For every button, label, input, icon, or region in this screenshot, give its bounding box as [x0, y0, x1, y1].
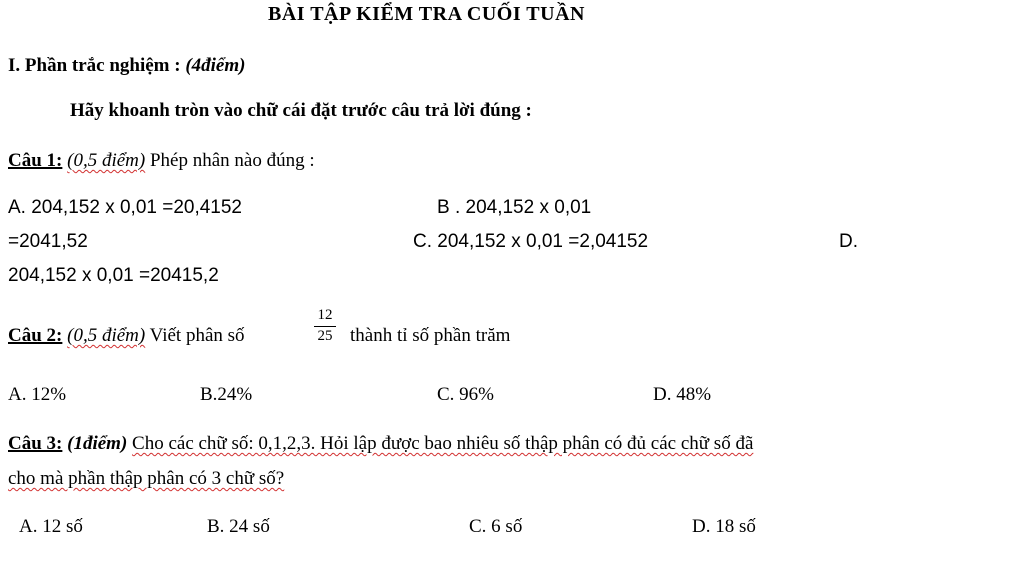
question-1-option-d[interactable]: D.: [839, 231, 858, 252]
question-2-points: (0,5 điểm): [67, 325, 146, 346]
question-3-option-a[interactable]: A. 12 số: [19, 516, 83, 537]
question-2-option-b[interactable]: B.24%: [200, 384, 253, 405]
fraction-denominator: 25: [317, 328, 333, 344]
question-1-label: Câu 1:: [8, 150, 63, 171]
question-1-option-c[interactable]: C. 204,152 x 0,01 =2,04152: [413, 231, 649, 252]
question-3-text-line-2: cho mà phần thập phân có 3 chữ số?: [8, 468, 285, 489]
question-3-label: Câu 3:: [8, 433, 63, 454]
question-2-option-d[interactable]: D. 48%: [653, 384, 712, 405]
question-2-option-c[interactable]: C. 96%: [437, 384, 494, 405]
question-2-text-after: thành tỉ số phần trăm: [350, 325, 511, 346]
question-3-points: (1điểm): [67, 433, 128, 454]
section-heading: [8, 56, 245, 75]
instruction: Hãy khoanh tròn vào chữ cái đặt trước câu trả lời đúng :: [70, 100, 532, 121]
question-2-label: Câu 2:: [8, 325, 63, 346]
question-1: [8, 151, 315, 170]
question-1-points: (0,5 điểm): [67, 150, 146, 171]
question-1-text: Phép nhân nào đúng :: [149, 150, 315, 171]
question-2: [8, 326, 245, 345]
question-2-fraction: [314, 308, 336, 344]
question-3-option-d[interactable]: D. 18 số: [692, 516, 756, 537]
question-1-option-b[interactable]: B . 204,152 x 0,01: [437, 197, 592, 218]
question-2-option-a[interactable]: A. 12%: [8, 384, 67, 405]
question-1-option-d-expression: 204,152 x 0,01 =20415,2: [8, 265, 219, 286]
section-heading-text: I. Phần trắc nghiệm :: [8, 55, 186, 76]
page-title: BÀI TẬP KIỂM TRA CUỐI TUẦN: [268, 3, 585, 25]
question-3-option-b[interactable]: B. 24 số: [207, 516, 270, 537]
question-2-text-before: Viết phân số: [149, 325, 245, 346]
question-3: [8, 434, 753, 453]
fraction-numerator: 12: [317, 307, 333, 323]
fraction-bar: [314, 326, 336, 327]
question-3-option-c[interactable]: C. 6 số: [469, 516, 523, 537]
question-1-option-b-result: =2041,52: [8, 231, 88, 252]
question-3-text-line-1: Cho các chữ số: 0,1,2,3. Hỏi lập được bao nhiêu số thập phân có đủ các chữ số đã: [132, 433, 754, 454]
question-1-option-a[interactable]: A. 204,152 x 0,01 =20,4152: [8, 197, 243, 218]
section-points: (4điểm): [185, 55, 246, 76]
